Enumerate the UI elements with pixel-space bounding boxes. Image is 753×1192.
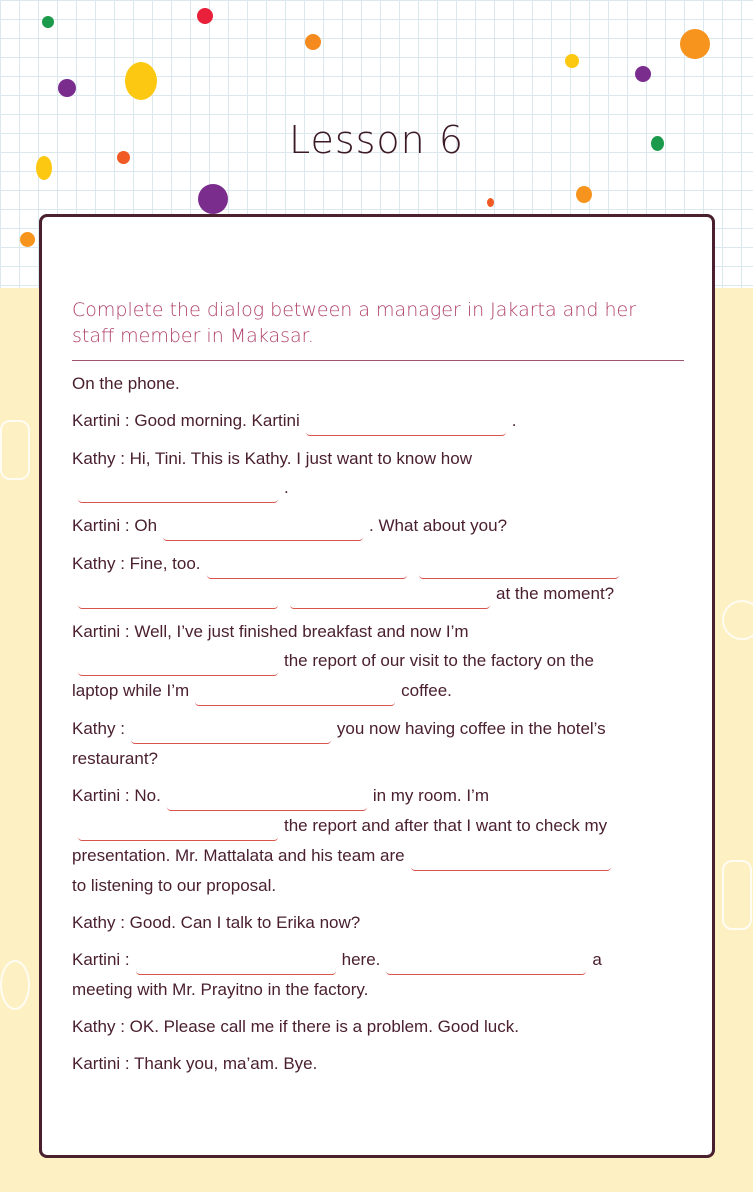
dialog-line (72, 1012, 672, 1041)
dialog-text: . (284, 478, 289, 497)
answer-blank-input[interactable] (386, 953, 586, 975)
dialog-text: Kartini : Good morning. Kartini (72, 411, 300, 430)
paint-splat (680, 29, 710, 59)
dialog-line (72, 908, 672, 937)
dialog-line (72, 369, 672, 398)
dialog-line (72, 549, 672, 609)
answer-blank-input[interactable] (131, 722, 331, 744)
dialog-text: Kartini : Well, I’ve just finished breakfast and now I’m (72, 622, 469, 641)
dialog-line (72, 406, 672, 436)
dialog-text: Kathy : Hi, Tini. This is Kathy. I just want to know how (72, 449, 472, 468)
paint-splat (565, 54, 579, 68)
background-doodle (0, 960, 30, 1010)
background-doodle (722, 600, 753, 640)
answer-blank-input[interactable] (411, 849, 611, 871)
dialog-text: Kartini : No. (72, 786, 161, 805)
dialog-text: Kathy : Fine, too. (72, 554, 201, 573)
page-title: Lesson 6 (288, 118, 465, 162)
dialog-text: Kathy : OK. Please call me if there is a problem. Good luck. (72, 1017, 519, 1036)
answer-blank-input[interactable] (167, 789, 367, 811)
dialog-text: at the moment? (496, 584, 615, 603)
dialog-text: a (592, 950, 602, 969)
dialog-text: coffee. (401, 681, 452, 700)
dialog-text: laptop while I’m (72, 681, 190, 700)
dialog-line (72, 511, 672, 541)
dialog-line (72, 714, 672, 773)
dialog-line (72, 781, 672, 900)
dialog-text: presentation. Mr. Mattalata and his team are (72, 846, 405, 865)
dialog-line (72, 444, 672, 503)
paint-splat (305, 34, 321, 50)
dialog-text: . What about you? (369, 516, 508, 535)
divider (72, 360, 684, 361)
answer-blank-input[interactable] (419, 557, 619, 579)
paint-splat (20, 232, 35, 247)
dialog-line (72, 1049, 672, 1078)
dialog-text: meeting with Mr. Prayitno in the factory. (72, 980, 369, 999)
answer-blank-input[interactable] (78, 819, 278, 841)
background-doodle (722, 860, 752, 930)
answer-blank-input[interactable] (78, 654, 278, 676)
paint-splat (197, 8, 213, 24)
dialog-text: the report and after that I want to check my (284, 816, 608, 835)
answer-blank-input[interactable] (78, 481, 278, 503)
paint-splat (198, 184, 228, 214)
dialog-text: Kathy : Good. Can I talk to Erika now? (72, 913, 361, 932)
answer-blank-input[interactable] (195, 684, 395, 706)
dialog-text: Kartini : Oh (72, 516, 158, 535)
paint-splat (58, 79, 76, 97)
dialog-text: . (511, 411, 517, 430)
dialog-line (72, 617, 672, 706)
answer-blank-input[interactable] (163, 519, 363, 541)
paint-splat (42, 16, 54, 28)
paint-splat (125, 62, 157, 100)
worksheet-card (39, 214, 715, 1158)
paint-splat (487, 198, 494, 207)
dialog-text: in my room. I’m (372, 786, 489, 805)
instruction-text: Complete the dialog between a manager in Jakarta and her staff member in Makasar. (72, 299, 637, 347)
dialog (72, 369, 672, 1086)
dialog-text: On the phone. (72, 374, 180, 393)
answer-blank-input[interactable] (306, 414, 506, 436)
background-doodle (0, 420, 30, 480)
dialog-text: to listening to our proposal. (72, 876, 277, 895)
dialog-text: you now having coffee in the hotel’s (336, 719, 606, 738)
dialog-text: here. (341, 950, 381, 969)
answer-blank-input[interactable] (207, 557, 407, 579)
dialog-text: Kartini : Thank you, ma’am. Bye. (72, 1054, 318, 1073)
dialog-text: Kathy : (72, 719, 125, 738)
dialog-line (72, 945, 672, 1004)
answer-blank-input[interactable] (78, 587, 278, 609)
dialog-text: restaurant? (72, 749, 158, 768)
answer-blank-input[interactable] (290, 587, 490, 609)
dialog-text: the report of our visit to the factory on the (284, 651, 594, 670)
paint-splat (576, 186, 592, 203)
paint-splat (635, 66, 651, 82)
dialog-text: Kartini : (72, 950, 130, 969)
answer-blank-input[interactable] (136, 953, 336, 975)
